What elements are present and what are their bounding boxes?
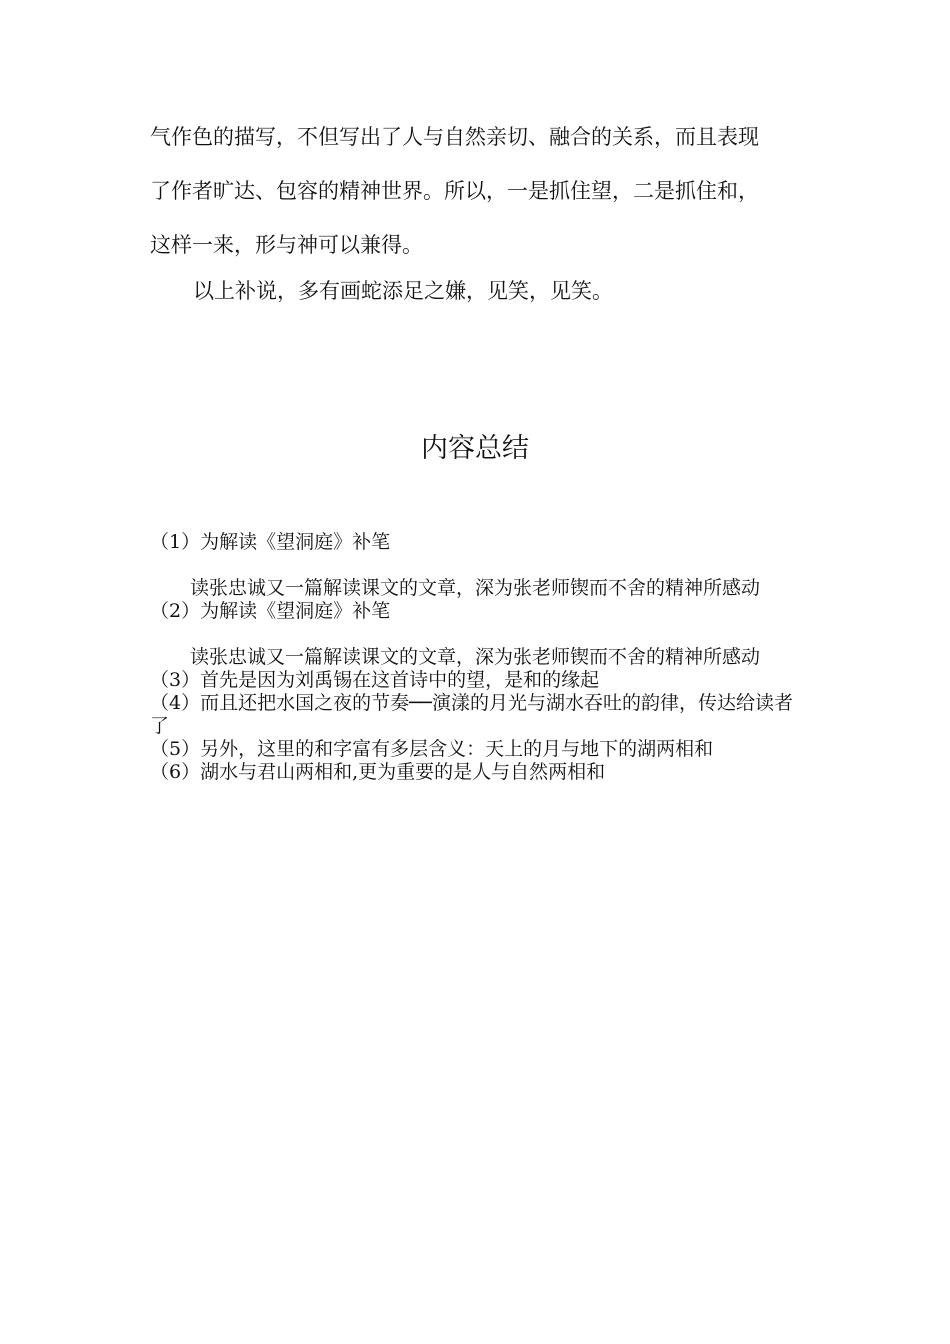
summary-item-detail: 读张忠诚又一篇解读课文的文章，深为张老师锲而不舍的精神所感动 (190, 577, 761, 599)
summary-item: （5）另外，这里的和字富有多层含义：天上的月与地下的湖两相和 (150, 738, 714, 760)
summary-item: （6）湖水与君山两相和,更为重要的是人与自然两相和 (150, 761, 606, 783)
closing-remark: 以上补说，多有画蛇添足之嫌，见笑，见笑。 (193, 279, 613, 303)
summary-item (150, 600, 800, 669)
paragraph-line: 这样一来，形与神可以兼得。 (150, 233, 423, 257)
summary-item-detail: 读张忠诚又一篇解读课文的文章，深为张老师锲而不舍的精神所感动 (190, 646, 761, 668)
summary-item-heading: （1）为解读《望洞庭》补笔 (150, 531, 391, 553)
summary-item: （4）而且还把水国之夜的节奏──演漾的月光与湖水吞吐的韵律，传达给读者了 (150, 692, 793, 737)
summary-title: 内容总结 (421, 433, 529, 464)
body-paragraph (150, 110, 810, 272)
paragraph-line: 了作者旷达、包容的精神世界。所以，一是抓住望，二是抓住和， (150, 179, 759, 203)
paragraph-line: 气作色的描写，不但写出了人与自然亲切、融合的关系，而且表现 (150, 125, 759, 149)
summary-item (150, 531, 800, 600)
summary-item-heading: （2）为解读《望洞庭》补笔 (150, 600, 391, 622)
summary-item: （3）首先是因为刘禹锡在这首诗中的望，是和的缘起 (150, 669, 600, 691)
summary-list (150, 531, 800, 784)
